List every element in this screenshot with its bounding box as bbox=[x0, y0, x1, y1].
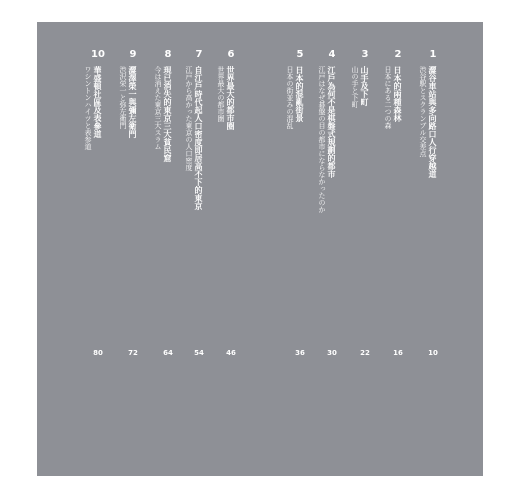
chapter-title: 日本的混亂街景 bbox=[295, 66, 304, 122]
chapter-page-number: 72 bbox=[128, 349, 138, 357]
chapter-page-number: 64 bbox=[163, 349, 173, 357]
chapter-title: 日本的兩種森林 bbox=[393, 66, 402, 122]
chapter-page-number: 54 bbox=[194, 349, 204, 357]
chapter-number: 6 bbox=[227, 49, 235, 60]
chapter-subtitle: 世界最大の都市圏 bbox=[217, 66, 225, 122]
chapter-number: 8 bbox=[164, 49, 172, 60]
chapter-number: 3 bbox=[361, 49, 369, 60]
chapter-page-number: 10 bbox=[428, 349, 438, 357]
chapter-title: 華盛頓社區及表參道 bbox=[93, 66, 102, 138]
chapter-page-number: 36 bbox=[295, 349, 305, 357]
toc-page bbox=[37, 22, 483, 476]
chapter-title: 山手及下町 bbox=[360, 66, 369, 106]
chapter-number: 4 bbox=[328, 49, 336, 60]
chapter-page-number: 30 bbox=[327, 349, 337, 357]
chapter-number: 7 bbox=[195, 49, 203, 60]
chapter-subtitle: 今は消えた東京三大スラム bbox=[154, 66, 162, 150]
chapter-title: 現已消失的東京三大貧民窟 bbox=[163, 66, 172, 162]
chapter-number: 9 bbox=[129, 49, 137, 60]
chapter-subtitle: 渋谷駅とスクランブル交差点 bbox=[419, 66, 427, 157]
chapter-number: 1 bbox=[429, 49, 437, 60]
chapter-subtitle: 渋沢栄一と弥左衛門 bbox=[119, 66, 127, 129]
chapter-subtitle: 江戸はなぜ碁盤の目の都市にならなかったのか bbox=[318, 66, 326, 213]
chapter-subtitle: 日本の街並みの混乱 bbox=[286, 66, 294, 129]
chapter-title: 澀澤榮一與彌左衛門 bbox=[128, 66, 137, 138]
chapter-subtitle: 江戸から高かった東京の人口密度 bbox=[185, 66, 193, 171]
chapter-title: 江戶為何不是棋盤式規劃的都市 bbox=[327, 66, 336, 178]
chapter-title: 澀谷車站與多向路口人行穿越道 bbox=[428, 66, 437, 178]
chapter-page-number: 46 bbox=[226, 349, 236, 357]
chapter-page-number: 22 bbox=[360, 349, 370, 357]
chapter-subtitle: 日本にある二つの森 bbox=[384, 66, 392, 129]
chapter-number: 10 bbox=[91, 49, 105, 60]
chapter-subtitle: 山の手と下町 bbox=[351, 66, 359, 108]
chapter-title: 世界最大的都市圈 bbox=[226, 66, 235, 130]
chapter-title: 自江戶時代起人口密度即居高不下的東京 bbox=[194, 66, 203, 210]
chapter-number: 2 bbox=[394, 49, 402, 60]
chapter-page-number: 16 bbox=[393, 349, 403, 357]
chapter-number: 5 bbox=[296, 49, 304, 60]
chapter-page-number: 80 bbox=[93, 349, 103, 357]
chapter-subtitle: ワシントンハイツと表参道 bbox=[84, 66, 92, 150]
